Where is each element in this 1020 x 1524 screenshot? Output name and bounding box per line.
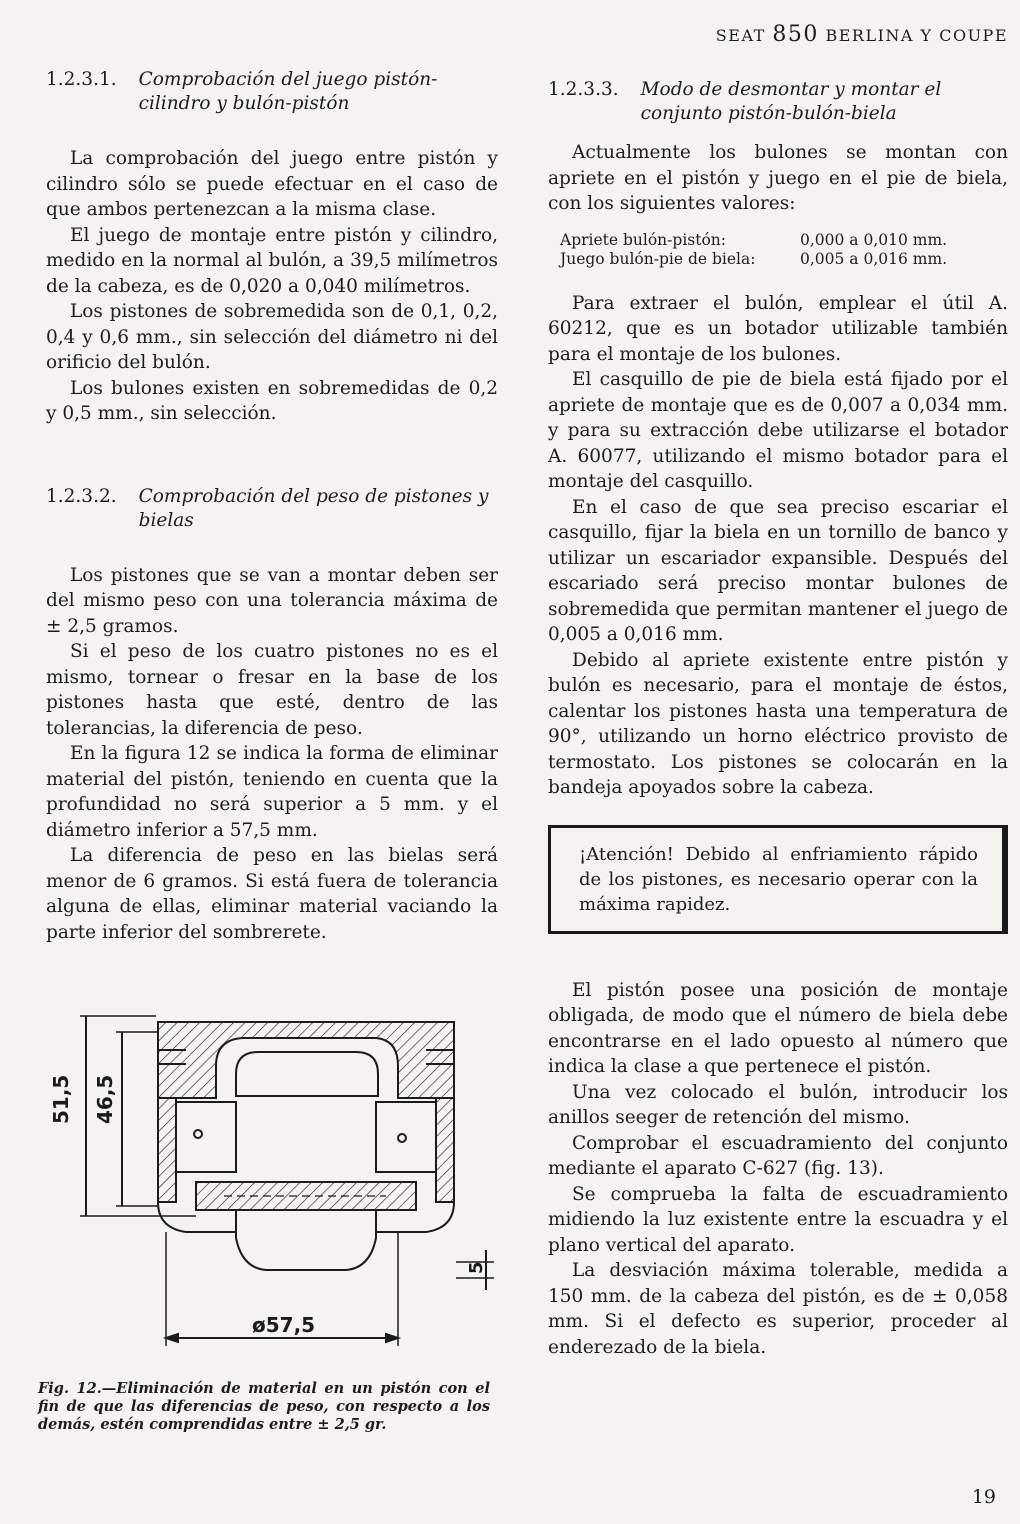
section-number: 1.2.3.2. (46, 485, 117, 507)
page-number: 19 (971, 1486, 996, 1508)
paragraph: El casquillo de pie de biela está fijado por el apriete de montaje que es de 0,007 a 0,034 mm. y para su extracción debe utilizarse el botador A. 60077, utilizando el mismo botador para el montaje del casquillo. (548, 369, 1008, 492)
section-title: Comprobación del peso de pistones y bielas (138, 485, 489, 531)
paragraph: La desviación máxima tolerable, medida a 150 mm. de la cabeza del pistón, es de ± 0,058 mm. Si el defecto es superior, proceder al enderezado de la biela. (548, 1260, 1008, 1358)
right-column (548, 78, 1008, 1360)
paragraph: En la figura 12 se indica la forma de eliminar material del pistón, teniendo en cuenta que la profundidad no será superior a 5 mm. y el diámetro inferior a 57,5 mm. (46, 743, 498, 841)
spec-value: 0,000 a 0,010 mm. (800, 230, 948, 249)
paragraph: Una vez colocado el bulón, introducir los anillos seeger de retención del mismo. (548, 1081, 1008, 1128)
paragraph: Los bulones existen en sobremedidas de 0,2 y 0,5 mm., sin selección. (46, 377, 498, 424)
figure-caption: Fig. 12.—Eliminación de material en un pistón con el fin de que las diferencias de peso, con respecto a los demás, estén comprendidas entre ± 2,5 gr. (38, 1380, 490, 1433)
attention-box (548, 825, 1008, 934)
running-head-variant: BERLINA Y COUPE (825, 26, 1008, 45)
paragraph: Actualmente los bulones se montan con apriete en el pistón y juego en el pie de biela, con los siguientes valores: (548, 142, 1008, 214)
paragraph: El pistón posee una posición de montaje obligada, de modo que el número de biela debe encontrarse en el lado opuesto al número que indica la clase a que pertenece el pistón. (548, 979, 1008, 1077)
paragraph: El juego de montaje entre pistón y cilindro, medido en la normal al bulón, a 39,5 milímetros de la cabeza, es de 0,020 a 0,040 milímetros. (46, 224, 498, 297)
paragraph: En el caso de que sea preciso escariar el casquillo, fijar la biela en un tornillo de banco y utilizar un escariador expansible. Después del escariado será preciso montar bulones de sobremedida que permitan mantener el juego de 0,005 a 0,016 mm. (548, 496, 1008, 645)
paragraph: Se comprueba la falta de escuadramiento midiendo la luz existente entre la escuadra y el plano vertical del aparato. (548, 1183, 1008, 1256)
section-title: Modo de desmontar y montar el conjunto pistón-bulón-biela (640, 79, 942, 124)
spec-label: Juego bulón-pie de biela: (560, 249, 756, 268)
section-heading-1-2-3-3 (548, 78, 1008, 126)
paragraph: La diferencia de peso en las bielas será menor de 6 gramos. Si está fuera de tolerancia alguna de ellas, eliminar material vaciando la parte inferior del sombrerete. (46, 845, 498, 943)
paragraph: Los pistones de sobremedida son de 0,1, 0,2, 0,4 y 0,6 mm., sin selección del diámetro ni del orificio del bulón. (46, 301, 498, 373)
running-head-model: 850 (772, 22, 819, 47)
paragraph: Si el peso de los cuatro pistones no es el mismo, tornear o fresar en la base de los pistones hasta que esté, dentro de las tolerancias, la diferencia de peso. (46, 641, 498, 739)
paragraph: Comprobar el escuadramiento del conjunto mediante el aparato C-627 (fig. 13). (548, 1132, 1008, 1179)
piston-drawing (46, 1006, 498, 1366)
paragraph: Debido al apriete existente entre pistón y bulón es necesario, para el montaje de éstos, calentar los pistones hasta una temperatura de 90°, utilizando un horno eléctrico provisto de termostato. Los pistones se colocarán en la bandeja apoyados sobre la cabeza. (548, 649, 1008, 798)
paragraph: Los pistones que se van a montar deben ser del mismo peso con una tolerancia máxima de ± 2,5 gramos. (46, 564, 498, 637)
section-heading-1-2-3-1 (46, 68, 498, 116)
attention-text: ¡Atención! Debido al enfriamiento rápido de los pistones, es necesario operar con la máxima rapidez. (579, 843, 978, 915)
spec-value: 0,005 a 0,016 mm. (800, 249, 948, 268)
running-head (716, 22, 1008, 47)
running-head-brand: SEAT (715, 26, 766, 45)
section-title: Comprobación del juego pistón-cilindro y bulón-pistón (138, 69, 438, 114)
figure-12-piston-drawing (46, 1006, 498, 1366)
specs-table (560, 231, 1008, 269)
paragraph: La comprobación del juego entre pistón y cilindro sólo se puede efectuar en el caso de que ambos pertenezcan a la misma clase. (46, 148, 498, 220)
dim-inner-height: 46,5 (93, 1074, 117, 1124)
section-heading-1-2-3-2 (46, 485, 498, 533)
spec-label: Apriete bulón-pistón: (560, 230, 726, 249)
left-column (46, 68, 498, 945)
dim-total-height: 51,5 (49, 1074, 73, 1124)
dim-diameter: ø57,5 (252, 1313, 316, 1337)
spec-row (560, 231, 1008, 250)
section-number: 1.2.3.3. (548, 79, 619, 100)
section-number: 1.2.3.1. (46, 69, 117, 90)
dim-depth: 5 (466, 1261, 487, 1274)
spec-row (560, 250, 1008, 269)
paragraph: Para extraer el bulón, emplear el útil A. 60212, que es un botador utilizable también para el montaje de los bulones. (548, 292, 1008, 365)
